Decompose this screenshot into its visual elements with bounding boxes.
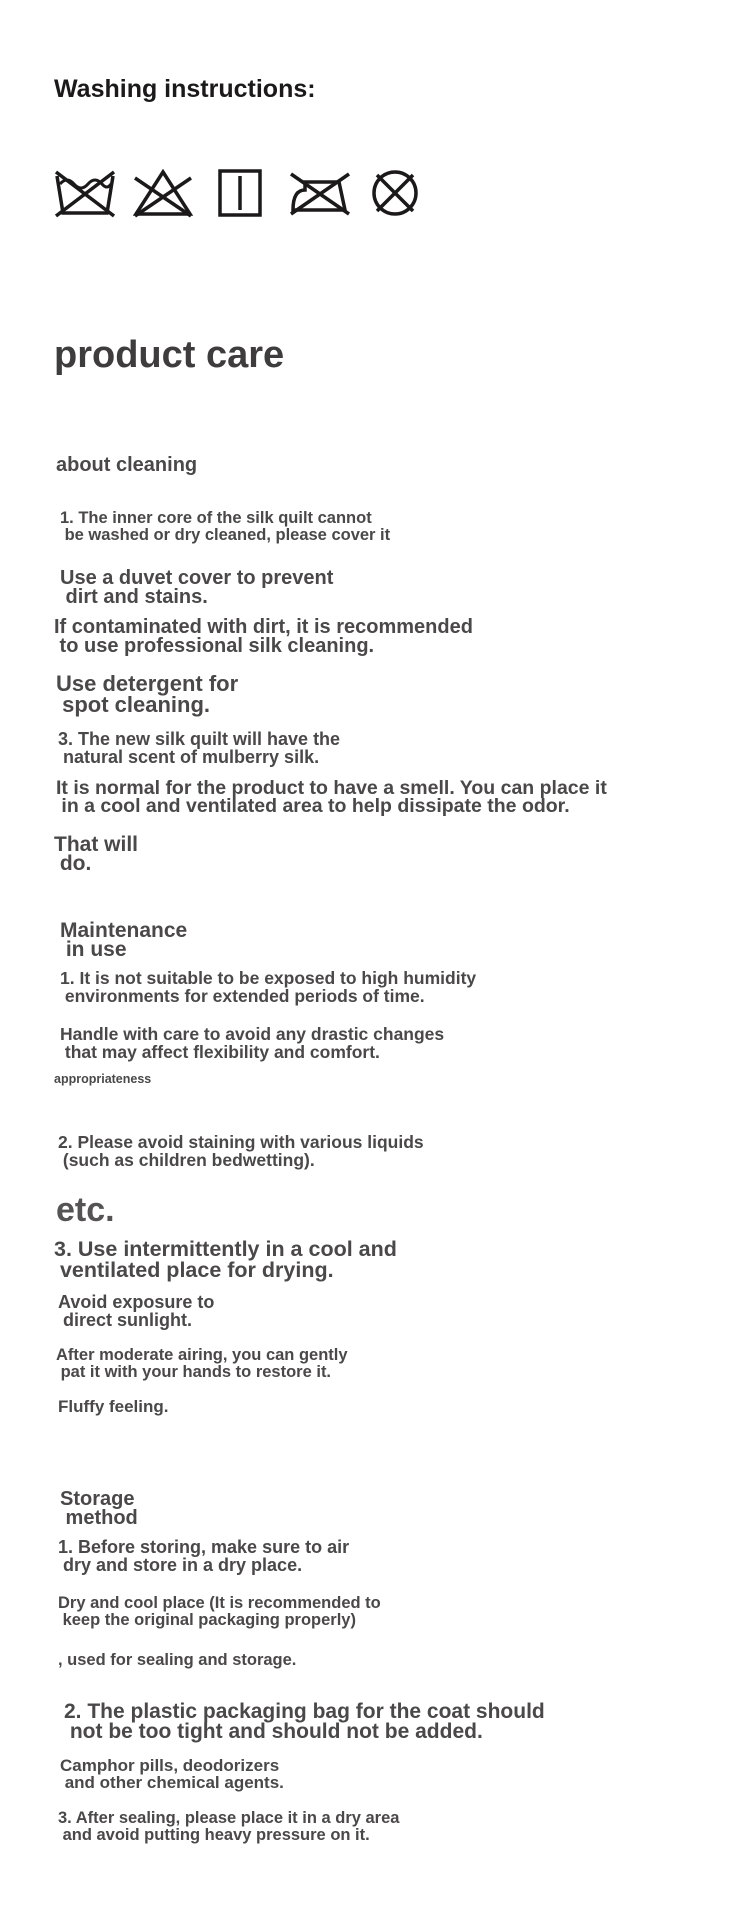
section-heading-storage: Storage <box>60 1488 135 1510</box>
text-line: It is normal for the product to have a smell. You can place it <box>56 777 607 799</box>
text-line: 1. Before storing, make sure to air <box>58 1537 350 1557</box>
text-line: Avoid exposure to <box>58 1292 215 1312</box>
text-line: that may affect flexibility and comfort. <box>60 1042 380 1062</box>
text-line: Dry and cool place (It is recommended to <box>58 1594 381 1612</box>
text-line: appropriateness <box>54 1072 152 1086</box>
text-line: Camphor pills, deodorizers <box>60 1756 280 1775</box>
text-line: and avoid putting heavy pressure on it. <box>58 1826 370 1844</box>
do-not-wash-icon <box>54 168 116 218</box>
section-heading-storage-cont: method <box>60 1507 138 1529</box>
text-line: 2. The plastic packaging bag for the coat should <box>64 1700 545 1723</box>
text-line: Fluffy feeling. <box>58 1397 169 1416</box>
text-line: do. <box>54 852 92 875</box>
text-line: dirt and stains. <box>60 586 208 608</box>
care-symbols-row <box>54 168 434 220</box>
section-heading-maintenance: Maintenance <box>60 919 188 942</box>
text-line: 3. The new silk quilt will have the <box>58 729 341 749</box>
text-line: keep the original packaging properly) <box>58 1611 356 1629</box>
text-line: 1. It is not suitable to be exposed to high humidity <box>60 968 477 988</box>
text-line: Handle with care to avoid any drastic changes <box>60 1024 445 1044</box>
text-line: (such as children bedwetting). <box>58 1150 315 1170</box>
product-care-title: product care <box>54 334 285 376</box>
do-not-bleach-icon <box>132 168 194 218</box>
text-line: spot cleaning. <box>56 692 211 717</box>
section-heading-cleaning: about cleaning <box>56 454 198 476</box>
text-line: dry and store in a dry place. <box>58 1555 303 1575</box>
text-line: to use professional silk cleaning. <box>54 635 375 657</box>
text-line: Use detergent for <box>56 671 239 696</box>
text-line: ventilated place for drying. <box>54 1258 334 1282</box>
do-not-dry-clean-icon <box>370 168 420 218</box>
text-line: direct sunlight. <box>58 1310 193 1330</box>
section-heading-maintenance-cont: in use <box>60 938 127 961</box>
text-line: etc. <box>56 1191 115 1229</box>
text-line: be washed or dry cleaned, please cover it <box>60 526 391 544</box>
text-line: and other chemical agents. <box>60 1773 284 1792</box>
text-line: environments for extended periods of time. <box>60 986 425 1006</box>
tumble-dry-icon <box>217 168 263 218</box>
text-line: 1. The inner core of the silk quilt cannot <box>60 509 372 527</box>
text-line: That will <box>54 833 138 856</box>
text-line: Use a duvet cover to prevent <box>60 567 334 589</box>
do-not-iron-icon <box>287 168 353 218</box>
text-line: pat it with your hands to restore it. <box>56 1363 332 1381</box>
text-line: not be too tight and should not be added. <box>64 1720 483 1743</box>
text-line: 3. Use intermittently in a cool and <box>54 1237 397 1261</box>
text-line: After moderate airing, you can gently <box>56 1346 348 1364</box>
text-line: 2. Please avoid staining with various liquids <box>58 1132 424 1152</box>
text-line: in a cool and ventilated area to help dissipate the odor. <box>56 795 570 817</box>
washing-instructions-heading: Washing instructions: <box>54 75 316 103</box>
text-line: If contaminated with dirt, it is recommended <box>54 616 473 638</box>
text-line: natural scent of mulberry silk. <box>58 747 320 767</box>
text-line: 3. After sealing, please place it in a dry area <box>58 1809 400 1827</box>
text-line: , used for sealing and storage. <box>58 1651 297 1669</box>
